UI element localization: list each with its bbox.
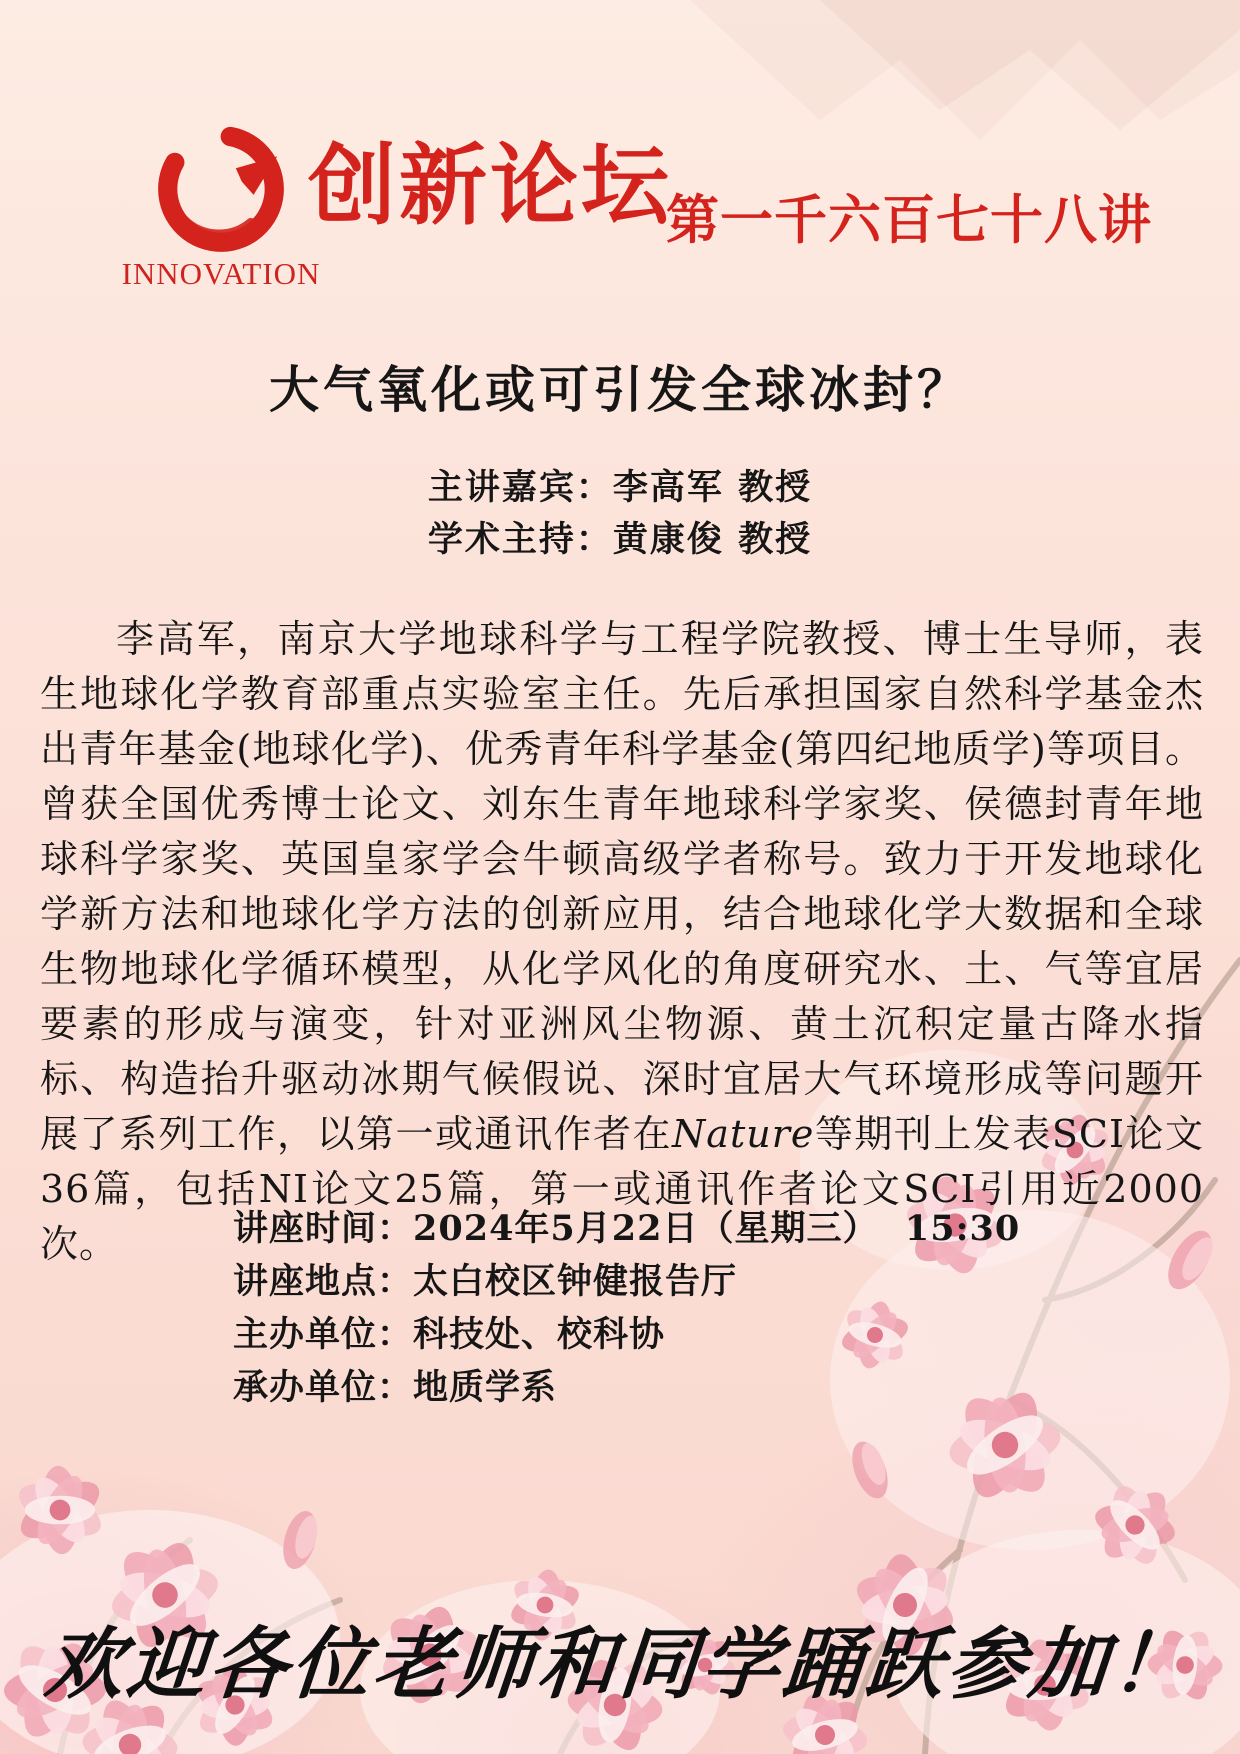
organizer-value: 科技处、校科协	[413, 1314, 666, 1355]
host-unit-label: 承办单位：	[233, 1367, 414, 1408]
host-line: 学术主持：黄康俊 教授	[427, 519, 813, 560]
time-value: 2024年5月22日（星期三） 15:30	[413, 1208, 1021, 1249]
speaker-bio	[40, 612, 1204, 1272]
innovation-logo-icon	[147, 112, 295, 260]
lecture-details	[233, 1210, 1020, 1422]
forum-title: 创新论坛	[308, 134, 673, 237]
detail-row-host-unit	[233, 1369, 1020, 1406]
detail-row-time	[233, 1210, 1020, 1247]
bio-text-part2: 等期刊上发表SCI论文36篇，包括NI论文25篇，第一或通讯作者论文SCI引用近2000次。	[40, 1112, 1204, 1266]
speaker-line: 主讲嘉宾：李高军 教授	[427, 467, 813, 508]
bio-journal-name: Nature	[672, 1112, 815, 1156]
logo-text: INNOVATION	[121, 256, 321, 291]
organizer-label: 主办单位：	[233, 1314, 414, 1355]
detail-row-organizer	[233, 1316, 1020, 1353]
innovation-logo	[118, 112, 324, 292]
detail-row-location	[233, 1263, 1020, 1300]
lecture-number: 第一千六百七十八讲	[666, 190, 1152, 251]
host-unit-value: 地质学系	[413, 1367, 558, 1408]
location-label: 讲座地点：	[233, 1261, 414, 1302]
welcome-message: 欢迎各位老师和同学踊跃参加！	[41, 1619, 1198, 1710]
location-value: 太白校区钟健报告厅	[413, 1261, 738, 1302]
time-label: 讲座时间：	[233, 1208, 414, 1249]
lecture-title: 大气氧化或可引发全球冰封？	[269, 360, 971, 419]
bio-text-part1: 李高军，南京大学地球科学与工程学院教授、博士生导师，表生地球化学教育部重点实验室主任。先后承担国家自然科学基金杰出青年基金(地球化学)、优秀青年科学基金(第四纪地质学)等项目。曾获全国优秀博士论文、刘东生青年地球科学家奖、侯德封青年地球科学家奖、英国皇家学会牛顿高级学者称号。致力于开发地球化学新方法和地球化学方法的创新应用，结合地球化学大数据和全球生物地球化学循环模型，从化学风化的角度研究水、土、气等宜居要素的形成与演变，针对亚洲风尘物源、黄土沉积定量古降水指标、构造抬升驱动冰期气候假说、深时宜居大气环境形成等问题开展了系列工作，以第一或通讯作者在	[40, 617, 1204, 1156]
